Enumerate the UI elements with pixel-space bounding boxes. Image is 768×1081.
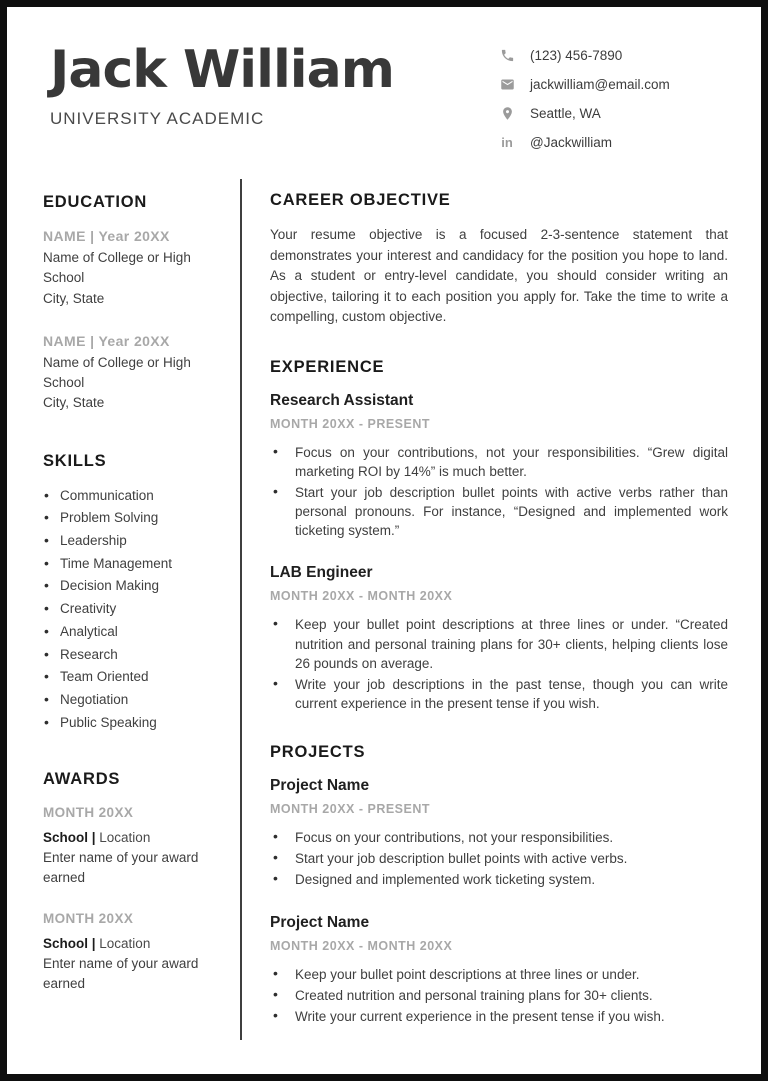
project-item [270,777,728,889]
award-school-line [43,828,210,848]
skill-item: • Analytical [43,623,210,641]
job-title: Research Assistant [270,391,414,409]
project-bullet: • Keep your bullet point descriptions at three lines or under. [270,965,728,984]
name-block [50,40,499,129]
skills-heading: SKILLS [43,451,107,470]
skill-item: • Negotiation [43,691,210,709]
awards-section [43,770,210,995]
award-description: Enter name of your award earned [43,850,199,886]
resume-header [7,7,761,179]
experience-job [270,392,728,541]
experience-heading: EXPERIENCE [270,357,385,376]
skills-list [43,487,210,732]
award-date: MONTH 20XX [43,804,134,820]
sidebar [7,179,240,1074]
skill-item: • Research [43,646,210,664]
award-entry [43,805,210,889]
person-title: UNIVERSITY ACADEMIC [50,108,265,128]
job-bullet: • Write your job descriptions in the past tense, though you can write current experience in the present tense if you wish. [270,675,728,713]
location-text: Seattle, WA [530,105,601,121]
experience-job [270,564,728,713]
contact-row-linkedin [499,134,731,150]
education-entry-location: City, State [43,395,105,411]
award-location: Location [95,935,151,951]
job-title: LAB Engineer [270,564,373,582]
skill-item: • Team Oriented [43,668,210,686]
skill-item: • Communication [43,487,210,505]
job-bullet-list [270,443,728,541]
award-date: MONTH 20XX [43,910,134,926]
award-description: Enter name of your award earned [43,955,199,992]
email-icon [499,76,515,92]
award-school-label: School | [43,829,96,845]
main-column [242,179,761,1074]
award-school-label: School | [43,935,96,951]
skill-item: • Public Speaking [43,714,210,732]
award-school-line [43,934,210,954]
linkedin-icon: in [501,134,513,150]
job-dates: MONTH 20XX - MONTH 20XX [270,589,453,604]
award-entry [43,911,210,995]
project-dates: MONTH 20XX - PRESENT [270,802,431,817]
education-heading: EDUCATION [43,193,148,211]
project-bullet: • Write your current experience in the present tense if you wish. [270,1007,728,1026]
skill-item: • Leadership [43,532,210,550]
phone-number: (123) 456-7890 [530,47,623,63]
project-item [270,914,728,1026]
skill-item: • Time Management [43,555,210,573]
contact-row-phone [499,47,731,63]
project-bullet-list [270,828,728,889]
job-bullet: • Start your job description bullet points with active verbs rather than personal pronouns. For instance, “Designed and implemented work ticketing system.” [270,483,728,540]
education-entry-school: Name of College or High School [43,250,191,286]
job-dates: MONTH 20XX - PRESENT [270,416,431,431]
resume-body [7,179,761,1074]
education-section [43,193,210,414]
skill-item: • Creativity [43,600,210,618]
education-entry-meta: NAME | Year 20XX [43,332,170,349]
career-objective-section [270,191,728,328]
contact-block [499,43,731,163]
project-bullet: • Designed and implemented work ticketing system. [270,870,728,889]
skills-section [43,452,210,732]
projects-heading: PROJECTS [270,743,366,762]
career-objective-text: Your resume objective is a focused 2-3-sentence statement that demonstrates your interest and candidacy for the position you hope to land. As a student or entry-level candidate, you should consider writing an objective, tailoring it to each position you apply for. Take the time to write a compelling, custom objective. [270,227,728,325]
project-title: Project Name [270,913,370,931]
career-objective-heading: CAREER OBJECTIVE [270,191,451,209]
project-bullet: • Start your job description bullet points with active verbs. [270,849,728,868]
award-location: Location [95,829,151,845]
skill-item: • Decision Making [43,577,210,595]
job-bullet: • Keep your bullet point descriptions at three lines or under. “Created nutrition and personal training plans for 30+ clients, helping clients lose 26 pounds on average. [270,615,728,672]
education-entry [43,333,210,414]
project-bullet: • Created nutrition and personal training plans for 30+ clients. [270,986,728,1005]
person-name: Jack William [50,40,394,100]
education-entry-location: City, State [43,290,105,306]
education-entry-meta: NAME | Year 20XX [43,228,170,244]
email-address: jackwilliam@email.com [530,76,670,92]
project-bullet: • Focus on your contributions, not your responsibilities. [270,828,728,847]
job-bullet-list [270,615,728,713]
linkedin-handle: @Jackwilliam [530,134,612,150]
experience-section [270,358,728,714]
education-entry [43,228,210,309]
project-title: Project Name [270,777,370,795]
education-entry-school: Name of College or High School [43,354,191,390]
job-bullet: • Focus on your contributions, not your responsibilities. “Grew digital marketing ROI by 14%” is much better. [270,443,728,481]
skill-item: • Problem Solving [43,509,210,527]
project-bullet-list [270,965,728,1026]
location-icon [499,105,515,121]
projects-section [270,743,728,1026]
project-dates: MONTH 20XX - MONTH 20XX [270,938,453,953]
awards-heading: AWARDS [43,769,121,788]
phone-icon [499,47,515,63]
contact-row-location [499,105,731,121]
contact-row-email [499,76,731,92]
